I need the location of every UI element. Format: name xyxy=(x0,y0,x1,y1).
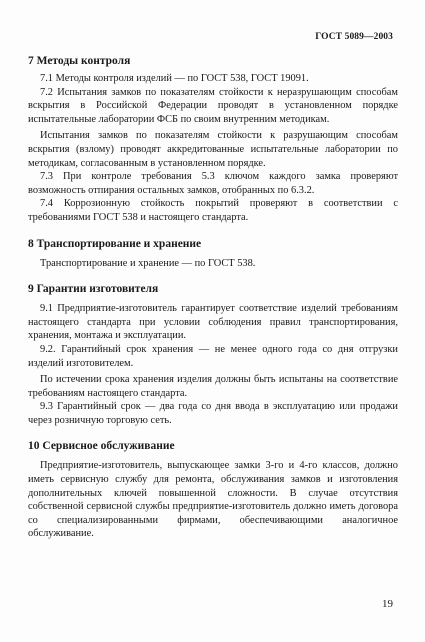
section-title: 10 Сервисное обслуживание xyxy=(28,440,175,453)
section-transport xyxy=(28,237,398,271)
section-warranty xyxy=(28,282,398,427)
section-methods xyxy=(28,54,398,225)
section-title: 9 Гарантии изготовителя xyxy=(28,283,159,296)
paragraph: 9.2. Гарантийный срок хранения — не менее одного года со дня отгрузки изделий изготовителем. xyxy=(28,343,398,369)
paragraph: 7.3 При контроле требования 5.3 ключом каждого замка проверяют возможность отпирания остальных замков, отобранных по 6.3.2. xyxy=(28,171,398,196)
paragraph: 7.2 Испытания замков по показателям стойкости к неразрушающим способам вскрытия в Российской Федерации проводят в установленном порядке испытательные лаборатории ФСБ по своим внутренним методикам. xyxy=(28,86,398,125)
section-title: 7 Методы контроля xyxy=(28,55,131,67)
paragraph: Испытания замков по показателям стойкости к разрушающим способам вскрытия (взлому) проводят аккредитованные испытательные лаборатории по методикам, согласованным в установленном порядке. xyxy=(28,130,398,169)
paragraph: По истечении срока хранения изделия должны быть испытаны на соответствие требованиям настоящего стандарта. xyxy=(28,374,398,399)
paragraph: Транспортирование и хранение — по ГОСТ 538. xyxy=(40,257,256,269)
section-service xyxy=(28,439,398,541)
page-content xyxy=(28,54,398,551)
paragraph: 9.3 Гарантийный срок — два года со дня ввода в эксплуатацию или продажи через розничную торговую сеть. xyxy=(28,401,398,426)
document-code: ГОСТ 5089—2003 xyxy=(315,32,393,42)
paragraph: Предприятие-изготовитель, выпускающее замки 3-го и 4-го классов, должно иметь сервисную службу для ремонта, обслуживания замков и изготовления дополнительных ключей повышенной сложности. В случае отсутствия собственной сервисной службы предприятие-изготовитель должно иметь договора со специализированными фирмами, обеспечивающими аналогичное обслуживание. xyxy=(28,460,398,540)
page-number: 19 xyxy=(382,598,393,610)
paragraph: 7.4 Коррозионную стойкость покрытий проверяют в соответствии с требованиями ГОСТ 538 и настоящего стандарта. xyxy=(28,198,398,223)
paragraph: 9.1 Предприятие-изготовитель гарантирует соответствие изделий требованиям настоящего стандарта при условии соблюдения правил транспортирования, хранения, монтажа и эксплуатации. xyxy=(28,303,398,342)
paragraph: 7.1 Методы контроля изделий — по ГОСТ 538, ГОСТ 19091. xyxy=(40,73,309,84)
section-title: 8 Транспортирование и хранение xyxy=(28,237,202,250)
